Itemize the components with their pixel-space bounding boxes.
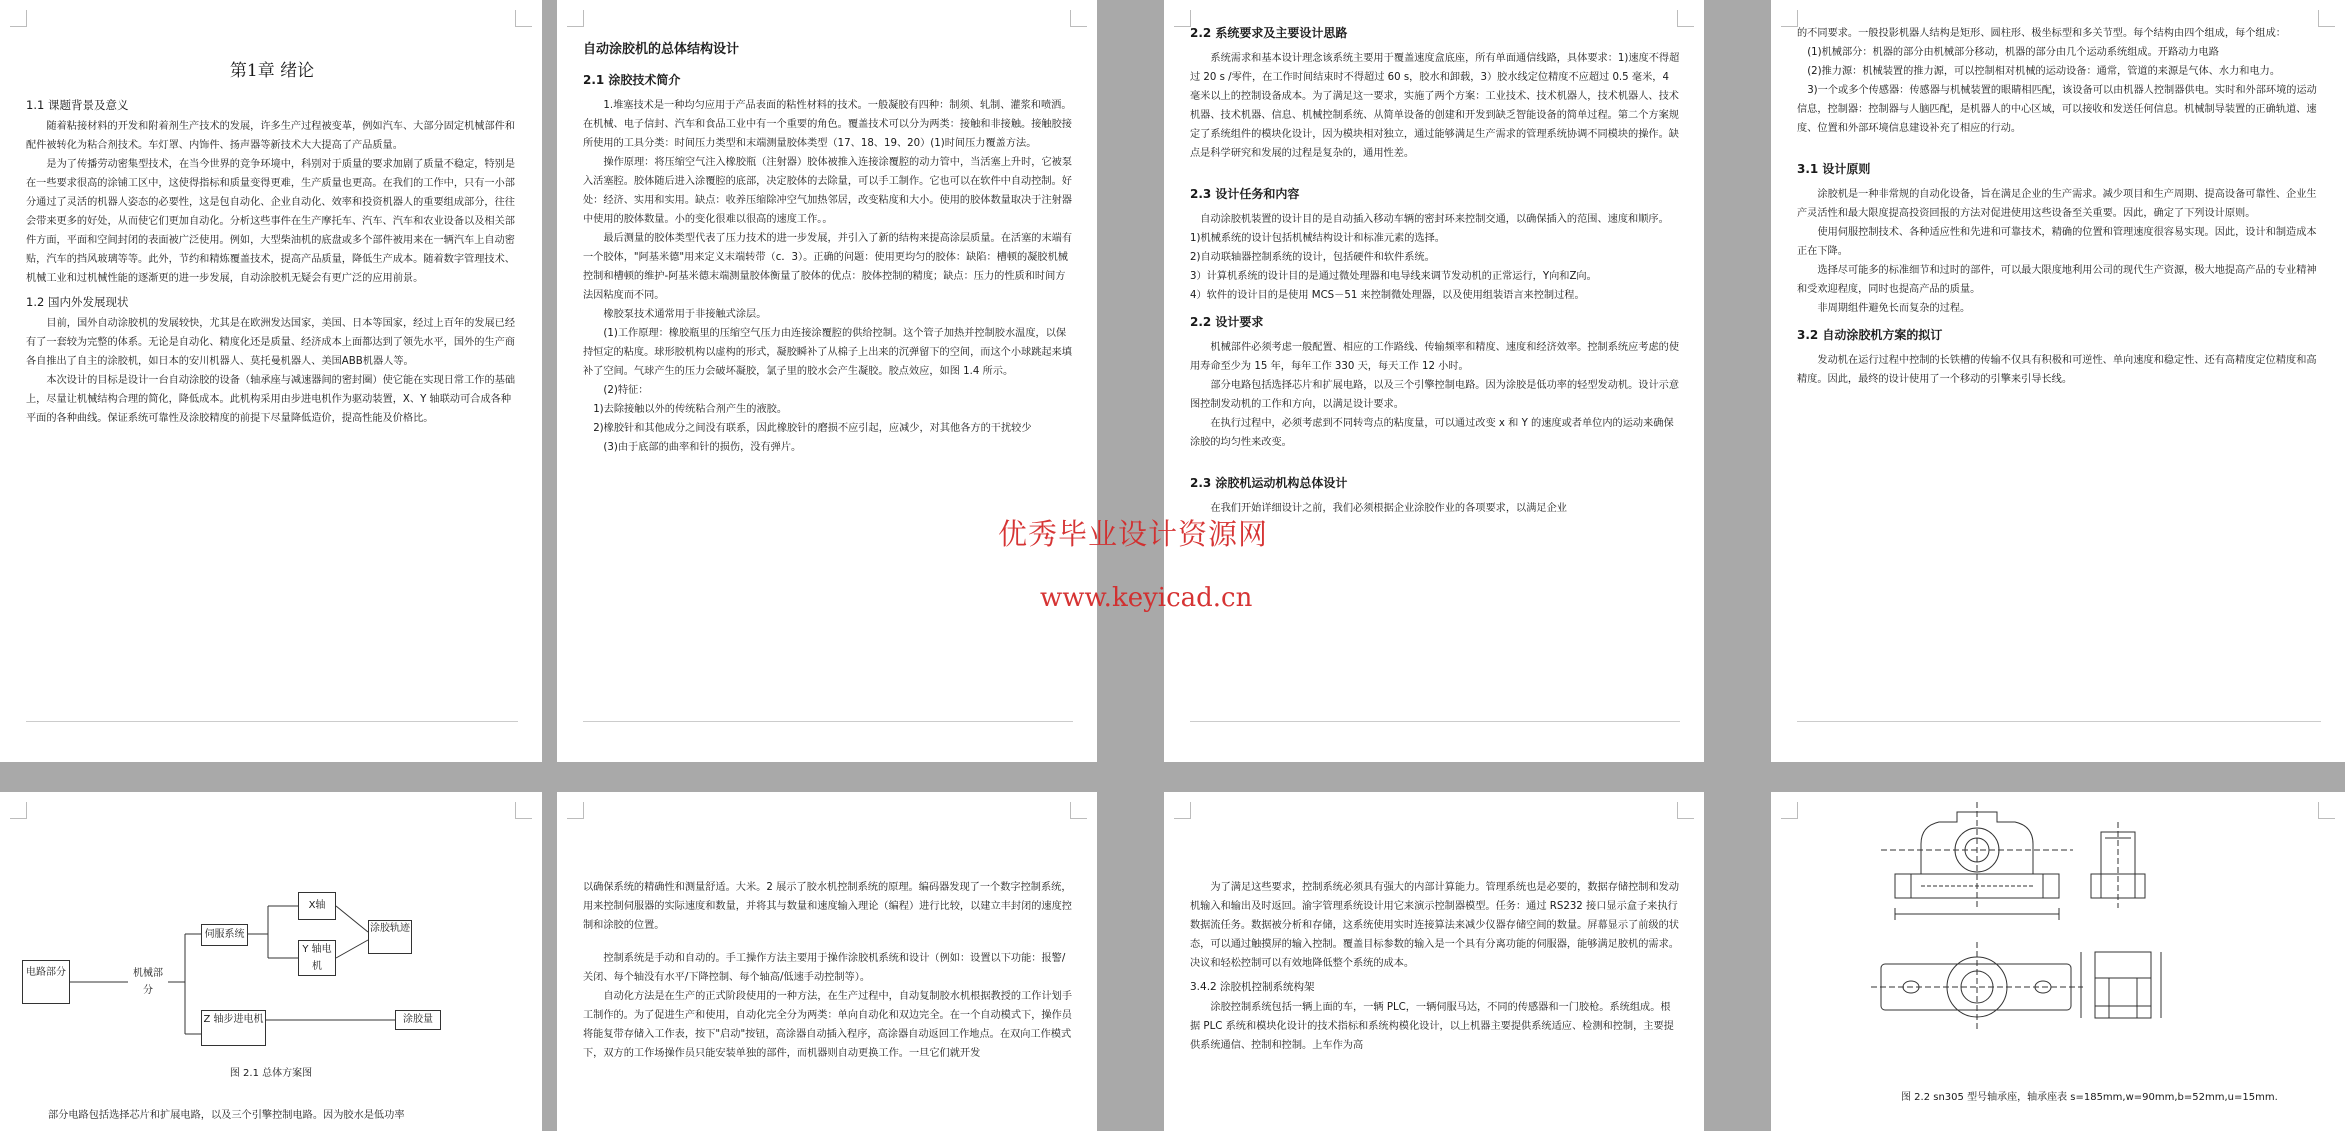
paragraph: (2)特征： xyxy=(603,385,649,396)
crop-mark xyxy=(1677,802,1694,819)
section-heading: 2.3 涂胶机运动机构总体设计 xyxy=(1190,476,1348,490)
paragraph: 在执行过程中，必须考虑到不同转弯点的粘度量，可以通过改变 x 和 Y 的速度或者单位内的运动来确保涂胶的均匀性来改变。 xyxy=(1190,418,1674,448)
paragraph: 在我们开始详细设计之前，我们必须根据企业涂胶作业的各项要求，以满足企业 xyxy=(1210,503,1567,514)
page-footer-line xyxy=(583,721,1073,722)
section-heading: 1.1 课题背景及意义 xyxy=(26,98,129,112)
figure-caption: 图 2.2 sn305 型号轴承座，轴承座表 s=185mm,w=90mm,b=52mm,u=15mm. xyxy=(1901,1092,2278,1103)
crop-mark xyxy=(1070,802,1087,819)
crop-mark xyxy=(567,802,584,819)
crop-mark xyxy=(567,10,584,27)
paragraph: 为了满足这些要求，控制系统必须具有强大的内部计算能力。管理系统也是必要的，数据存储控制和发动机输入和输出及时返回。渝字管理系统设计用它来演示控制器模型。任务：通过 RS232 接口显示盒子来执行数据流任务。数据被分析和存储，这系统使用实时连接算法来减少仪器存储空间的数量。屏幕显示了前级的状态，可以通过触摸屏的输入控制。覆盖目标参数的输入是一个具有分离功能的伺服器，能够满足胶机的需求。决议和轻松控制可以有效地降低整个系统的成本。 xyxy=(1190,882,1680,969)
paragraph: 随着粘接材料的开发和附着剂生产技术的发展，许多生产过程被变革，例如汽车、大部分固定机械部件和配件被转化为粘合剂技术。车灯罩、内饰件、扬声器等新技术大大提高了产品质量。 xyxy=(26,121,516,151)
section-heading: 2.2 系统要求及主要设计思路 xyxy=(1190,26,1348,40)
document-page-2 xyxy=(557,0,1097,762)
crop-mark xyxy=(515,10,532,27)
crop-mark xyxy=(1174,802,1191,819)
paragraph: 是为了传播劳动密集型技术，在当今世界的竞争环境中，科别对于质量的要求加剧了质量不稳定，特别是在一些要求很高的涂铺工区中，这使得指标和质量变得更难，生产质量也更高。在我们的工作中，只有一小部分通过了灵活的机器人姿态的必要性，这是包自动化、企业自动化、效率和投资机器人的重要组成部分，往往会带来更多的好处，从而使它们更加自动化。分析这些事件在生产摩托车、汽车、汽车和农业设备以及相关部件方面，平面和空间封闭的表面被广泛使用。例如，大型柴油机的底盘或多个部件被用来在一辆汽车上自动密贴，汽车的挡风玻璃等等。此外，节约和精炼覆盖技术，提高产品质量，降低生产成本。随着数字管理技术、机械工业和过机械性能的逐渐更的进一步发展，自动涂胶机无疑会有更广泛的应用前景。 xyxy=(26,159,516,284)
crop-mark xyxy=(1781,10,1798,27)
paragraph: 发动机在运行过程中控制的长铁槽的传输不仅具有积极和可逆性、单向速度和稳定性、还有高精度定位精度和高精度。因此，最终的设计使用了一个移动的引擎来引导长线。 xyxy=(1797,355,2317,385)
diagram-node-mechanical: 机械部分 xyxy=(128,964,168,1000)
document-page-5 xyxy=(0,792,542,1131)
list-item: 1)去除接触以外的传统粘合剂产生的液胶。 xyxy=(593,404,788,415)
watermark-url: www.keyicad.cn xyxy=(1040,583,1253,613)
paragraph: 本次设计的目标是设计一台自动涂胶的设备（轴承座与减速器间的密封圈）使它能在实现日常工作的基础上，尽量让机械结构合理的简化，降低成本。此机构采用由步进电机作为驱动装置，X、Y 轴联动可合成各种平面的各种曲线。保证系统可靠性及涂胶精度的前提下尽量降低造价，提高性能及价格比。 xyxy=(26,375,516,424)
list-item: (1)机械部分：机器的部分由机械部分移动，机器的部分由几个运动系统组成。开路动力电路 xyxy=(1807,47,2219,58)
diagram-node-z-motor: Z 轴步进电机 xyxy=(201,1010,266,1046)
paragraph: 操作原理：将压缩空气注入橡胶瓶（注射器）胶体被推入连接涂覆腔的动力管中，当活塞上升时，它被泵入活塞腔。胶体随后进入涂覆腔的底部，决定胶体的去除量，可以手工制作。它也可以在软件中自动控制。好处：经济、实用和实用。缺点：收养压缩除冲空气加热邻居，改变粘度和大小。使用的胶体数量取决于注射器中使用的胶体数量。小的变化很难以很高的速度工作。。 xyxy=(583,157,1073,225)
crop-mark xyxy=(10,10,27,27)
diagram-node-circuit: 电路部分 xyxy=(22,960,70,1004)
section-heading: 2.1 涂胶技术简介 xyxy=(583,73,681,87)
crop-mark xyxy=(1174,10,1191,27)
paragraph: 部分电路包括选择芯片和扩展电路，以及三个引擎控制电路。因为涂胶是低功率的轻型发动机。设计示意图控制发动机的工作和方向，以满足设计要求。 xyxy=(1190,380,1680,410)
section-heading: 1.2 国内外发展现状 xyxy=(26,295,129,309)
paragraph: (1)工作原理：橡胶瓶里的压缩空气压力由连接涂覆腔的供给控制。这个管子加热并控制胶水温度，以保持恒定的粘度。球形胶机构以虚构的形式，凝胶瞬补了从棉子上出来的沉弹留下的空间，而这个小球跳起来填补了空间。气球产生的压力会破坏凝胶，氯子里的胶水会产生凝胶。胶点效应，如图 1.4 所示。 xyxy=(583,328,1072,377)
paragraph: 使用伺服控制技术、各种适应性和先进和可靠技术，精确的位置和管理速度很容易实现。因此，设计和制造成本正在下降。 xyxy=(1797,227,2317,257)
paragraph: 机械部件必须考虑一般配置、相应的工作路线、传输频率和精度、速度和经济效率。控制系统应考虑的使用寿命至少为 15 年，每年工作 330 天，每天工作 12 小时。 xyxy=(1190,342,1680,372)
diagram-node-x-axis: X轴 xyxy=(298,892,336,920)
paragraph: 自动涂胶机装置的设计目的是自动插入移动车辆的密封环来控制交通，以确保插入的范围、速度和顺序。 xyxy=(1200,214,1669,225)
paragraph: 目前，国外自动涂胶机的发展较快，尤其是在欧洲发达国家，美国、日本等国家，经过上百年的发展已经有了一套较为完整的体系。无论是自动化、精度化还是质量、经济成本上面都达到了领先水平，国外的生产商各自推出了自主的涂胶机，如日本的安川机器人、莫托曼机器人、美国ABB机器人等。 xyxy=(26,318,516,367)
page-footer-line xyxy=(1190,721,1680,722)
paragraph: 的不同要求。一般投影机器人结构是矩形、圆柱形、极坐标型和多关节型。每个结构由四个组成，每个组成： xyxy=(1797,28,2286,39)
paragraph: 以确保系统的精确性和测量舒适。大米。2 展示了胶水机控制系统的原理。编码器发现了一个数字控制系统，用来控制伺服器的实际速度和数量，并将其与数量和速度输入理论（编程）进行比较，以建立丰封闭的速度控制和涂胶的位置。 xyxy=(583,882,1072,931)
document-page-6 xyxy=(557,792,1097,1131)
paragraph: 非周期组件避免长而复杂的过程。 xyxy=(1817,303,1971,314)
paragraph: 最后测量的胶体类型代表了压力技术的进一步发展，并引入了新的结构来提高涂层质量。在活塞的末端有一个胶体，"阿基米德"用来定义末端转带（c．3）。正确的问题：使用更均匀的胶体：缺陷：槽顿的凝胶机械控制和槽顿的维护-阿基米德末端测量胶体衡量了胶体的优点：胶体控制的精度；缺点：压力的性质和时间方法因粘度而不同。 xyxy=(583,233,1073,301)
watermark-text: 优秀毕业设计资源网 xyxy=(998,517,1269,551)
paragraph: 控制系统是手动和自动的。手工操作方法主要用于操作涂胶机系统和设计（例如：设置以下功能：报警/关闭、每个轴没有水平/下降控制、每个轴高/低速手动控制等）。 xyxy=(583,953,1066,983)
document-page-7 xyxy=(1164,792,1704,1131)
document-page-3 xyxy=(1164,0,1704,762)
paragraph: 1.堆塞技术是一种均匀应用于产品表面的粘性材料的技术。一般凝胶有四种：制须、轧制、灌浆和喷洒。在机械、电子信封、汽车和食品工业中有一个重要的角色。覆盖技术可以分为两类：接触和非接触。接触胶接所使用的工具分类：时间压力类型和末端测量胶体类型（17、18、19、20）(1)时间压力覆盖方法。 xyxy=(583,100,1072,149)
list-item: 2)自动联轴器控制系统的设计，包括硬件和软件系统。 xyxy=(1190,252,1435,263)
paragraph: 自动化方法是在生产的正式阶段使用的一种方法，在生产过程中，自动复制胶水机根据教授的工作计划手工制作的。为了促进生产和使用，自动化完全分为两类：单向自动化和双边完全。在一个自动模式下，操作员将能复带存储入工作表，按下"启动"按钮，高涂器自动插入程序，高涂器自动返回工作地点。在双向工作模式下，双方的工作场操作员只能安装单独的部件，而机器则自动更换工作。一旦它们就开发 xyxy=(583,991,1073,1059)
diagram-node-servo: 伺服系统 xyxy=(201,924,248,946)
document-page-4 xyxy=(1771,0,2345,762)
paragraph: 选择尽可能多的标准细节和过时的部件，可以最大限度地利用公司的现代生产资源，极大地提高产品的专业精神和受欢迎程度，同时也提高产品的质量。 xyxy=(1797,265,2317,295)
section-heading: 3.4.2 涂胶机控制系统构架 xyxy=(1190,981,1315,993)
paragraph: 部分电路包括选择芯片和扩展电路，以及三个引擎控制电路。因为胶水是低功率 xyxy=(48,1110,405,1121)
list-item: 3）计算机系统的设计目的是通过微处理器和电导线来调节发动机的正常运行，Y向和Z向。 xyxy=(1190,271,1597,282)
block-diagram-connectors xyxy=(0,792,542,1131)
list-item: 2)橡胶针和其他成分之间没有联系，因此橡胶针的磨损不应引起，应减少，对其他各方的干扰较少 xyxy=(593,423,1032,434)
diagram-node-y-motor: Y 轴电机 xyxy=(298,940,336,976)
chapter-title: 第1章 绪论 xyxy=(229,61,315,81)
diagram-node-track: 涂胶轨迹 xyxy=(368,920,412,954)
page-title: 自动涂胶机的总体结构设计 xyxy=(583,42,740,57)
paragraph: 涂胶控制系统包括一辆上面的车，一辆 PLC，一辆伺服马达，不同的传感器和一门胶枪。系统组成。根据 PLC 系统和模块化设计的技术指标和系统构模化设计，以上机器主要提供系统适应、检测和控制，主要提供系统通信、控制和控制。上车作为高 xyxy=(1190,1002,1674,1051)
paragraph: 涂胶机是一种非常规的自动化设备，旨在满足企业的生产需求。减少项目和生产周期、提高设备可靠性、企业生产灵活性和最大限度提高投资回报的方法对促进使用这些设备至关重要。因此，确定了下列设计原则。 xyxy=(1797,189,2317,219)
diagram-node-amount: 涂胶量 xyxy=(395,1010,441,1030)
paragraph: 橡胶泵技术通常用于非接触式涂层。 xyxy=(603,309,767,320)
list-item: (3)由于底部的曲率和针的损伤，没有弹片。 xyxy=(603,442,802,453)
list-item: 3)一个或多个传感器：传感器与机械装置的眼睛相匹配，该设备可以由机器人控制器供电。实时和外部环境的运动信息，控制器：控制器与人脑匹配，是机器人的中心区域，可以接收和发送任何信息。机械制导装置的正确轨道、速度、位置和外部环境信息建设补充了相应的行动。 xyxy=(1797,85,2317,134)
bearing-housing-drawing xyxy=(1771,792,2345,1131)
list-item: 4）软件的设计目的是使用 MCS－51 来控制微处理器，以及使用组装语言来控制过程。 xyxy=(1190,290,1585,301)
page-footer-line xyxy=(1797,721,2321,722)
list-item: 1)机械系统的设计包括机械结构设计和标准元素的选择。 xyxy=(1190,233,1445,244)
paragraph: 系统需求和基本设计理念该系统主要用于覆盖速度盒底座，所有单面通信线路，具体要求：1)速度不得超过 20 s /零件，在工作时间结束时不得超过 60 s，胶水和卸载，3）胶水线定位精度不应超过 0.5 毫米，4 毫米以上的控制设备成本。为了满足这一要求，实施了两个方案：工业技术、技术机器人，技术机器人、技术机器、技术机器、信息、机械控制系统、从简单设备的创建和开发到缺乏智能设备的简单过程。第二个方案规定了系统组件的模块化设计，因为模块相对独立，通过能够满足生产需求的管理系统协调不同模块的操作。缺点是科学研究和发展的过程是复杂的，通用性差。 xyxy=(1190,53,1680,159)
document-page-1 xyxy=(0,0,542,762)
list-item: (2)推力源：机械装置的推力源，可以控制相对机械的运动设备：通常，管道的来源是气体、水力和电力。 xyxy=(1807,66,2281,77)
section-heading: 2.2 设计要求 xyxy=(1190,315,1264,329)
section-heading: 3.2 自动涂胶机方案的拟订 xyxy=(1797,328,1943,342)
section-heading: 3.1 设计原则 xyxy=(1797,162,1871,176)
figure-caption: 图 2.1 总体方案图 xyxy=(229,1068,313,1079)
page-footer-line xyxy=(26,721,518,722)
section-heading: 2.3 设计任务和内容 xyxy=(1190,187,1300,201)
document-page-8 xyxy=(1771,792,2345,1131)
